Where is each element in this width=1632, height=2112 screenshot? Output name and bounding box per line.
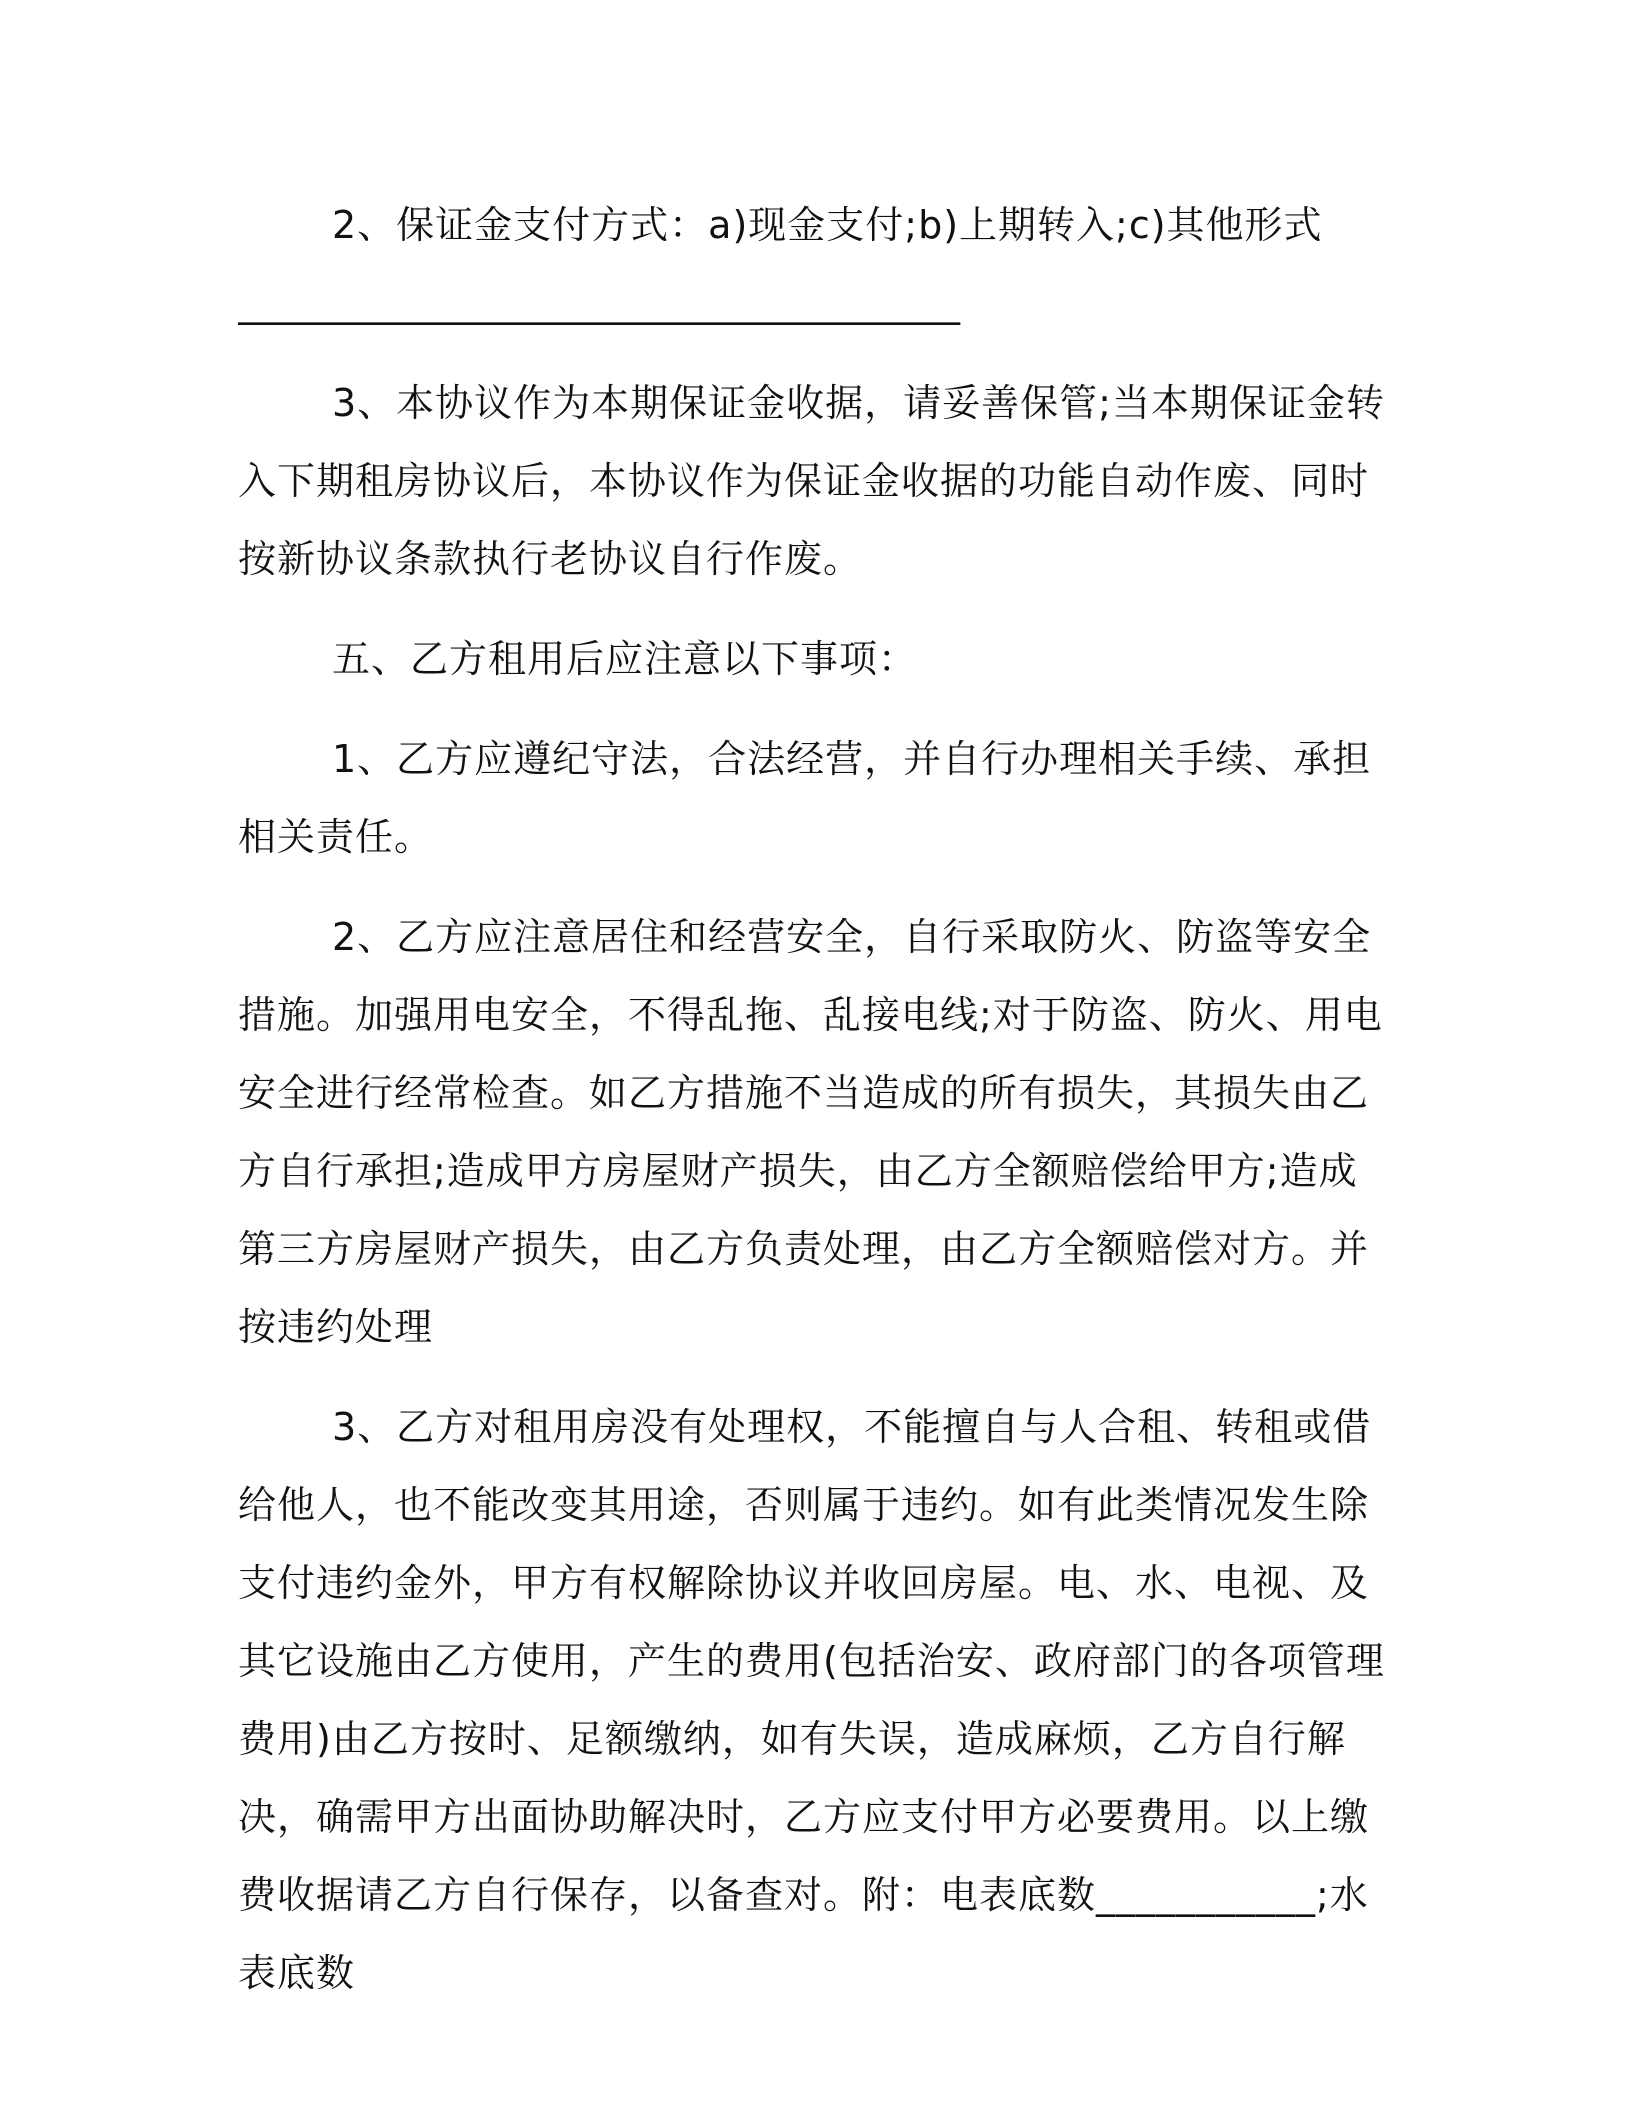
paragraph-safety: 2、乙方应注意居住和经营安全，自行采取防火、防盗等安全措施。加强用电安全，不得乱拖、乱接电线;对于防盗、防火、用电安全进行经常检查。如乙方措施不当造成的所有损失，其损失由乙方自行承担;造成甲方房屋财产损失，由乙方全额赔偿给甲方;造成第三方房屋财产损失，由乙方负责处理，由乙方全额赔偿对方。并按违约处理 [238, 915, 1383, 1349]
blank-underline: ______________________________________ [238, 281, 960, 325]
section-heading-five: 五、乙方租用后应注意以下事项： [332, 637, 918, 681]
paragraph-deposit-receipt: 3、本协议作为本期保证金收据，请妥善保管;当本期保证金转入下期租房协议后，本协议作为保证金收据的功能自动作废、同时按新协议条款执行老协议自行作废。 [238, 381, 1385, 581]
document-body [238, 186, 1394, 2012]
paragraph-deposit-payment-method: 2、保证金支付方式：a)现金支付;b)上期转入;c)其他形式 [332, 203, 1323, 247]
paragraph-law-compliance: 1、乙方应遵纪守法，合法经营，并自行办理相关手续、承担相关责任。 [238, 737, 1372, 859]
paragraph-usage-rights: 3、乙方对租用房没有处理权，不能擅自与人合租、转租或借给他人，也不能改变其用途，否则属于违约。如有此类情况发生除支付违约金外，甲方有权解除协议并收回房屋。电、水、电视、及其它设施由乙方使用，产生的费用(包括治安、政府部门的各项管理费用)由乙方按时、足额缴纳，如有失误，造成麻烦，乙方自行解决，确需甲方出面协助解决时，乙方应支付甲方必要费用。以上缴费收据请乙方自行保存，以备查对。附：电表底数___________;水表底数 [238, 1405, 1385, 1995]
